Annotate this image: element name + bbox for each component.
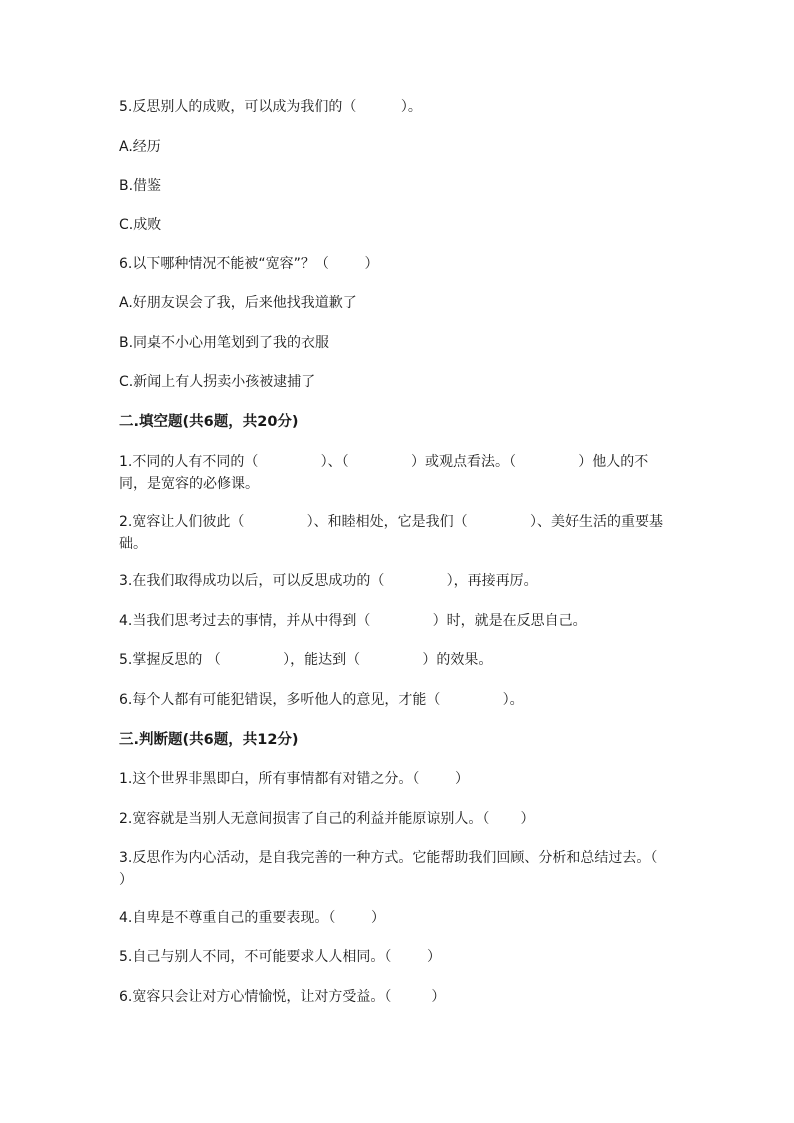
question-5: 5.反思别人的成败，可以成为我们的（ ）。 (119, 99, 422, 115)
fill-blank-question-6: 6.每个人都有可能犯错误，多听他人的意见，才能（ ）。 (119, 692, 524, 708)
question-6: 6.以下哪种情况不能被“宽容”？（ ） (119, 256, 379, 272)
fill-blank-question-4: 4.当我们思考过去的事情，并从中得到（ ）时，就是在反思自己。 (119, 613, 587, 629)
question-5-option-c: C.成败 (119, 217, 162, 233)
fill-blank-question-2: 2.宽容让人们彼此（ ）、和睦相处，它是我们（ ）、美好生活的重要基础。 (119, 514, 663, 552)
section-true-false-heading: 三.判断题(共6题，共12分) (119, 732, 299, 748)
true-false-question-3: 3.反思作为内心活动，是自我完善的一种方式。它能帮助我们回顾、分析和总结过去。（ ） (119, 850, 693, 888)
fill-blank-question-1: 1.不同的人有不同的（ ）、（ ）或观点看法。（ ）他人的不同，是宽容的必修课。 (119, 454, 649, 492)
question-5-option-b: B.借鉴 (119, 178, 162, 194)
question-6-option-b: B.同桌不小心用笔划到了我的衣服 (119, 335, 330, 351)
true-false-question-4: 4.自卑是不尊重自己的重要表现。（ ） (119, 910, 385, 926)
true-false-question-1: 1.这个世界非黑即白，所有事情都有对错之分。（ ） (119, 771, 469, 787)
question-5-option-a: A.经历 (119, 139, 161, 155)
true-false-question-5: 5.自己与别人不同，不可能要求人人相同。（ ） (119, 949, 441, 965)
fill-blank-question-5: 5.掌握反思的 （ ），能达到（ ）的效果。 (119, 652, 493, 668)
true-false-question-6: 6.宽容只会让对方心情愉悦，让对方受益。（ ） (119, 989, 446, 1005)
question-6-option-c: C.新闻上有人拐卖小孩被逮捕了 (119, 374, 316, 390)
section-fill-blank-heading: 二.填空题(共6题，共20分) (119, 414, 299, 430)
fill-blank-question-3: 3.在我们取得成功以后，可以反思成功的（ ），再接再厉。 (119, 573, 538, 589)
true-false-question-2: 2.宽容就是当别人无意间损害了自己的利益并能原谅别人。（ ） (119, 811, 535, 827)
question-6-option-a: A.好朋友误会了我，后来他找我道歉了 (119, 295, 357, 311)
